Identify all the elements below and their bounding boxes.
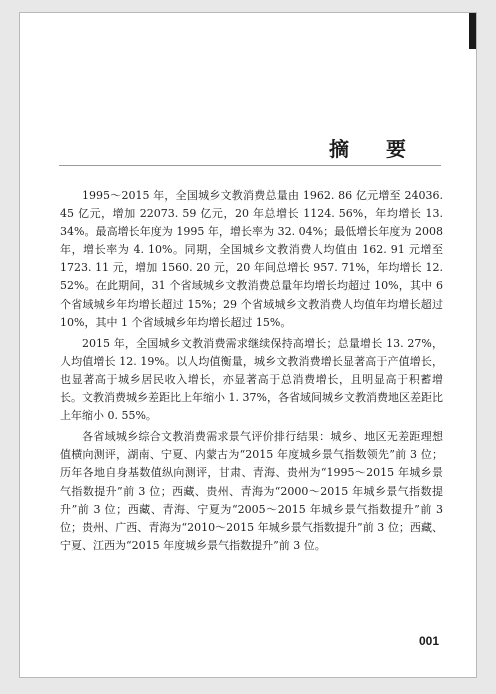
page-title: 摘 要 (329, 137, 421, 161)
page-number: 001 (418, 634, 439, 648)
paragraph-2: 2015 年，全国城乡文教消费需求继续保持高增长；总量增长 13. 27%，人均值增长 12. 19%。以人均值衡量，城乡文教消费增长显著高于产值增长，也显著高于城乡居民收入增长，亦显著高于总消费增长，且明显高于积蓄增长。文教消费城乡差距比上年缩小 1. 37%，各省域间城乡文教消费地区差距比上年缩小 0. 55%。 (60, 336, 443, 423)
title-divider (59, 165, 441, 166)
abstract-body (60, 187, 443, 558)
document-page (19, 12, 477, 678)
paragraph-1: 1995～2015 年，全国城乡文教消费总量由 1962. 86 亿元增至 24036. 45 亿元，增加 22073. 59 亿元，20 年总增长 1124. 56%，年均增长 13. 34%。最高增长年度为 1995 年，增长率为 32. 04%；最低增长年度为 2008 年，增长率为 4. 10%。同期，全国城乡文教消费人均值由 162. 91 元增至 1723. 11 元，增加 1560. 20 元，20 年间总增长 957. 71%，年均增长 12. 52%。在此期间，31 个省域城乡文教消费总量年均增长均超过 10%，其中 6 个省域城乡年均增长超过 15%；29 个省域城乡文教消费人均值年均增长超过 10%，其中 1 个省域城乡年均增长超过 15%。 (60, 189, 443, 329)
paragraph-3: 各省域城乡综合文教消费需求景气评价排行结果：城乡、地区无差距理想值横向测评，湖南、宁夏、内蒙古为“2015 年度城乡景气指数领先”前 3 位；历年各地自身基数值纵向测评，甘肃、青海、贵州为“1995～2015 年城乡景气指数提升”前 3 位；西藏、贵州、青海为“2000～2015 年城乡景气指数提升”前 3 位；西藏、青海、宁夏为“2005～2015 年城乡景气指数提升”前 3 位；贵州、广西、青海为“2010～2015 年城乡景气指数提升”前 3 位；西藏、宁夏、江西为“2015 年度城乡景气指数提升”前 3 位。 (60, 430, 443, 552)
corner-tab-bar (469, 13, 476, 49)
